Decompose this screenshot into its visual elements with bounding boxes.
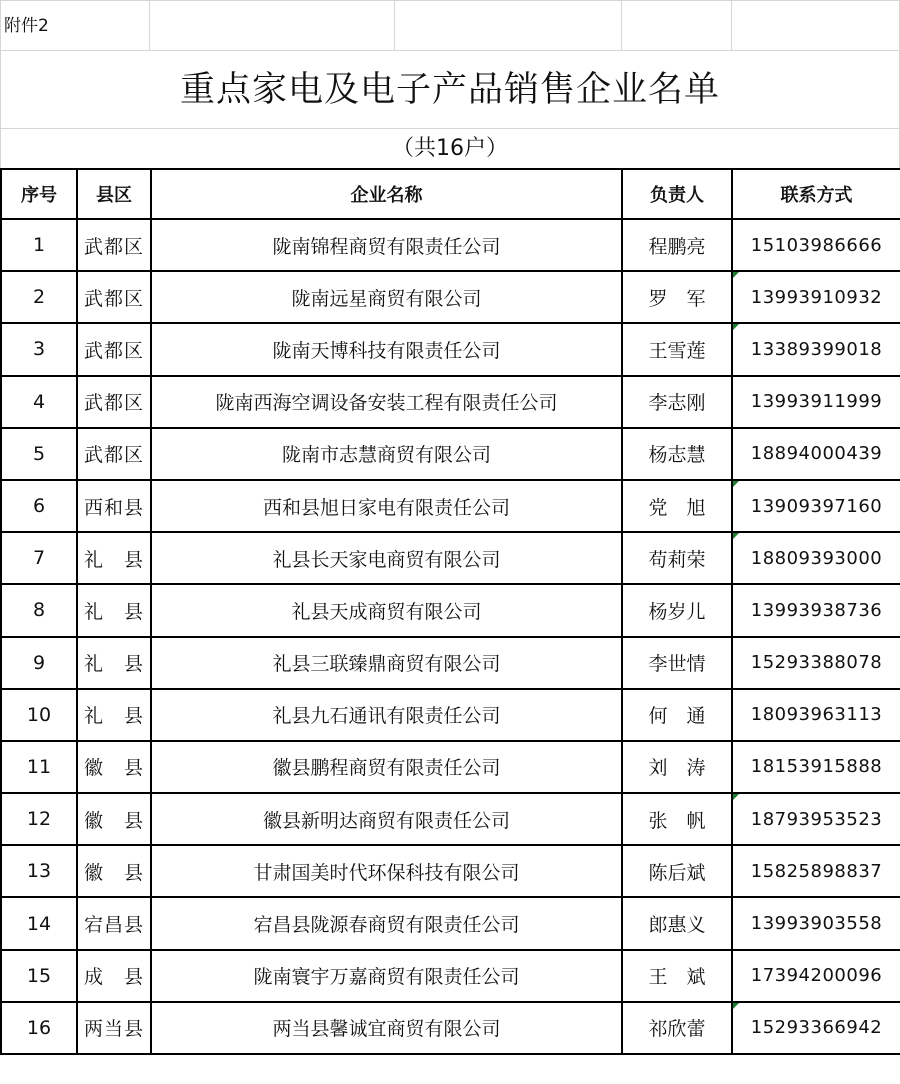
cell-comment-flag-icon: [733, 272, 739, 278]
cell-index[interactable]: [1, 845, 77, 897]
table-row: [1, 219, 900, 271]
cell-index[interactable]: [1, 480, 77, 532]
cell-person-text: 杨志慧: [648, 444, 706, 467]
cell-phone[interactable]: [732, 532, 900, 584]
cell-company[interactable]: [151, 428, 622, 480]
table-row: [1, 428, 900, 480]
cell-phone-text: 18093963113: [750, 704, 883, 726]
table-row: [1, 271, 900, 323]
cell-county-text: 武都区: [84, 339, 145, 362]
cell-company-text: 陇南天博科技有限责任公司: [272, 339, 501, 362]
cell-index[interactable]: [1, 950, 77, 1002]
cell-phone-text: 13389399018: [750, 338, 883, 360]
cell-county-text: 礼 县: [84, 705, 145, 728]
cell-index[interactable]: [1, 741, 77, 793]
cell-person-text: 何 通: [648, 705, 706, 728]
cell-phone-text: 18153915888: [750, 756, 883, 778]
cell-county[interactable]: [77, 271, 151, 323]
cell-company[interactable]: [151, 637, 622, 689]
cell-county[interactable]: [77, 532, 151, 584]
header-company[interactable]: 企业名称: [151, 169, 622, 219]
table-row: [1, 637, 900, 689]
cell-phone[interactable]: [732, 897, 900, 949]
cell-index-text: 9: [32, 651, 46, 674]
cell-index[interactable]: [1, 271, 77, 323]
cell-phone[interactable]: [732, 950, 900, 1002]
cell-index[interactable]: [1, 219, 77, 271]
cell-person-text: 罗 军: [648, 287, 706, 310]
cell-index-text: 5: [32, 442, 46, 465]
cell-company-text: 礼县长天家电商贸有限公司: [272, 548, 501, 571]
cell-company[interactable]: [151, 271, 622, 323]
table-row: [1, 532, 900, 584]
cell-person[interactable]: [622, 741, 732, 793]
cell-company-text: 陇南市志慧商贸有限公司: [281, 444, 491, 467]
cell-phone[interactable]: [732, 741, 900, 793]
cell-person[interactable]: [622, 480, 732, 532]
cell-phone-text: 13909397160: [750, 495, 883, 517]
cell-county-text: 徽 县: [84, 809, 145, 832]
cell-index-text: 13: [26, 860, 52, 883]
cell-company[interactable]: [151, 219, 622, 271]
cell-person[interactable]: [622, 532, 732, 584]
cell-company[interactable]: [151, 897, 622, 949]
cell-company-text: 陇南远星商贸有限公司: [291, 287, 482, 310]
cell-county-text: 徽 县: [84, 757, 145, 780]
cell-company[interactable]: [151, 689, 622, 741]
cell-phone[interactable]: [732, 376, 900, 428]
cell-person-text: 王 斌: [648, 966, 706, 989]
cell-county[interactable]: [77, 689, 151, 741]
table-row: [1, 845, 900, 897]
cell-phone[interactable]: [732, 689, 900, 741]
cell-phone-text: 18809393000: [750, 547, 883, 569]
page-subtitle: （共16户）: [392, 136, 508, 161]
cell-phone-text: 15103986666: [750, 234, 883, 256]
cell-person[interactable]: [622, 793, 732, 845]
cell-person[interactable]: [622, 376, 732, 428]
table-row: [1, 376, 900, 428]
cell-index[interactable]: [1, 637, 77, 689]
cell-county[interactable]: [77, 584, 151, 636]
cell-index-text: 6: [32, 495, 46, 518]
cell-person-text: 刘 涛: [648, 757, 706, 780]
cell-county-text: 武都区: [84, 392, 145, 415]
cell-index[interactable]: [1, 323, 77, 375]
cell-person[interactable]: [622, 323, 732, 375]
cell-company-text: 甘肃国美时代环保科技有限公司: [253, 861, 520, 884]
cell-county-text: 两当县: [84, 1018, 145, 1041]
cell-index-text: 3: [32, 338, 46, 361]
cell-phone-text: 17394200096: [750, 965, 883, 987]
cell-index-text: 14: [26, 912, 52, 935]
cell-county-text: 武都区: [84, 235, 145, 258]
cell-person[interactable]: [622, 219, 732, 271]
cell-county-text: 宕昌县: [84, 914, 145, 937]
cell-phone-text: 15293388078: [750, 652, 883, 674]
cell-person-text: 程鹏亮: [648, 235, 706, 258]
cell-company-text: 礼县九石通讯有限责任公司: [272, 705, 501, 728]
cell-person-text: 祁欣蕾: [648, 1018, 706, 1041]
cell-company[interactable]: [151, 584, 622, 636]
cell-person[interactable]: [622, 689, 732, 741]
table-header-row: [1, 169, 900, 219]
cell-county[interactable]: [77, 323, 151, 375]
cell-person-text: 王雪莲: [648, 339, 706, 362]
cell-county[interactable]: [77, 219, 151, 271]
cell-person-text: 苟莉荣: [648, 548, 706, 571]
cell-person[interactable]: [622, 428, 732, 480]
cell-person[interactable]: [622, 1002, 732, 1054]
cell-company[interactable]: [151, 323, 622, 375]
cell-person[interactable]: [622, 637, 732, 689]
cell-company-text: 陇南寰宇万嘉商贸有限责任公司: [253, 966, 520, 989]
cell-person[interactable]: [622, 584, 732, 636]
cell-index[interactable]: [1, 793, 77, 845]
table-row: [1, 793, 900, 845]
cell-county[interactable]: [77, 428, 151, 480]
cell-phone[interactable]: [732, 271, 900, 323]
cell-company[interactable]: [151, 376, 622, 428]
cell-phone-text: 13993911999: [750, 391, 883, 413]
cell-phone[interactable]: [732, 584, 900, 636]
table-row: [1, 323, 900, 375]
cell-phone[interactable]: [732, 219, 900, 271]
cell-phone[interactable]: [732, 323, 900, 375]
cell-phone-text: 13993910932: [750, 286, 883, 308]
cell-index-text: 12: [26, 808, 52, 831]
cell-person-text: 郎惠义: [648, 914, 706, 937]
cell-person-text: 张 帆: [648, 809, 706, 832]
cell-county[interactable]: [77, 845, 151, 897]
cell-phone[interactable]: [732, 793, 900, 845]
cell-phone-text: 15293366942: [750, 1017, 883, 1039]
company-table: [0, 168, 900, 1055]
cell-comment-flag-icon: [733, 324, 739, 330]
cell-phone-text: 18793953523: [750, 808, 883, 830]
cell-company[interactable]: [151, 480, 622, 532]
cell-index[interactable]: [1, 376, 77, 428]
cell-person-text: 陈后斌: [648, 861, 706, 884]
cell-company-text: 两当县馨诚宜商贸有限公司: [272, 1018, 501, 1041]
cell-county-text: 礼 县: [84, 548, 145, 571]
attachment-label: 附件2: [4, 16, 49, 36]
cell-index-text: 7: [32, 547, 46, 570]
cell-index-text: 8: [32, 599, 46, 622]
cell-county-text: 武都区: [84, 287, 145, 310]
cell-index-text: 11: [26, 755, 52, 778]
cell-phone-text: 13993903558: [750, 913, 883, 935]
cell-county-text: 徽 县: [84, 861, 145, 884]
cell-index-text: 15: [26, 964, 52, 987]
table-row: [1, 480, 900, 532]
cell-person-text: 党 旭: [648, 496, 706, 519]
cell-index-text: 2: [32, 286, 46, 309]
cell-phone[interactable]: [732, 480, 900, 532]
cell-company[interactable]: [151, 532, 622, 584]
page-title: 重点家电及电子产品销售企业名单: [179, 70, 720, 110]
cell-company-text: 陇南锦程商贸有限责任公司: [272, 235, 501, 258]
cell-comment-flag-icon: [733, 794, 739, 800]
header-person[interactable]: 负责人: [622, 169, 732, 219]
cell-company-text: 礼县天成商贸有限公司: [291, 600, 482, 623]
cell-index[interactable]: [1, 897, 77, 949]
table-row: [1, 741, 900, 793]
cell-county-text: 礼 县: [84, 653, 145, 676]
table-row: [1, 1002, 900, 1054]
cell-county-text: 成 县: [84, 966, 145, 989]
cell-comment-flag-icon: [733, 1003, 739, 1009]
cell-index[interactable]: [1, 1002, 77, 1054]
cell-county[interactable]: [77, 1002, 151, 1054]
cell-phone[interactable]: [732, 428, 900, 480]
cell-index[interactable]: [1, 689, 77, 741]
cell-company-text: 徽县新明达商贸有限责任公司: [262, 809, 510, 832]
cell-person-text: 李世情: [648, 653, 706, 676]
cell-phone-text: 15825898837: [750, 860, 883, 882]
cell-company-text: 西和县旭日家电有限责任公司: [262, 496, 510, 519]
cell-company[interactable]: [151, 845, 622, 897]
cell-person[interactable]: [622, 845, 732, 897]
cell-person[interactable]: [622, 897, 732, 949]
cell-county-text: 武都区: [84, 444, 145, 467]
cell-index[interactable]: [1, 584, 77, 636]
cell-index[interactable]: [1, 532, 77, 584]
cell-company[interactable]: [151, 950, 622, 1002]
cell-comment-flag-icon: [733, 533, 739, 539]
header-phone[interactable]: 联系方式: [732, 169, 900, 219]
cell-index-text: 16: [26, 1016, 52, 1039]
cell-phone[interactable]: [732, 1002, 900, 1054]
cell-index-text: 1: [32, 234, 46, 257]
cell-company-text: 徽县鹏程商贸有限责任公司: [272, 757, 501, 780]
cell-county[interactable]: [77, 897, 151, 949]
table-row: [1, 950, 900, 1002]
cell-phone[interactable]: [732, 637, 900, 689]
cell-county-text: 西和县: [84, 496, 145, 519]
cell-county[interactable]: [77, 480, 151, 532]
cell-phone[interactable]: [732, 845, 900, 897]
cell-company-text: 陇南西海空调设备安装工程有限责任公司: [215, 392, 558, 415]
table-row: [1, 584, 900, 636]
cell-index-text: 4: [32, 390, 46, 413]
cell-company-text: 宕昌县陇源春商贸有限责任公司: [253, 914, 520, 937]
cell-person-text: 杨岁儿: [648, 600, 706, 623]
cell-company-text: 礼县三联臻鼎商贸有限公司: [272, 653, 501, 676]
cell-county[interactable]: [77, 376, 151, 428]
cell-person[interactable]: [622, 271, 732, 323]
cell-county[interactable]: [77, 950, 151, 1002]
cell-person-text: 李志刚: [648, 392, 706, 415]
cell-phone-text: 13993938736: [750, 599, 883, 621]
cell-county[interactable]: [77, 793, 151, 845]
table-row: [1, 689, 900, 741]
table-row: [1, 897, 900, 949]
header-index[interactable]: 序号: [1, 169, 77, 219]
cell-phone-text: 18894000439: [750, 443, 883, 465]
cell-company[interactable]: [151, 741, 622, 793]
cell-county[interactable]: [77, 637, 151, 689]
cell-person[interactable]: [622, 950, 732, 1002]
header-county[interactable]: 县区: [77, 169, 151, 219]
cell-company[interactable]: [151, 1002, 622, 1054]
cell-index[interactable]: [1, 428, 77, 480]
cell-county-text: 礼 县: [84, 600, 145, 623]
cell-index-text: 10: [26, 703, 52, 726]
cell-company[interactable]: [151, 793, 622, 845]
cell-comment-flag-icon: [733, 481, 739, 487]
cell-county[interactable]: [77, 741, 151, 793]
